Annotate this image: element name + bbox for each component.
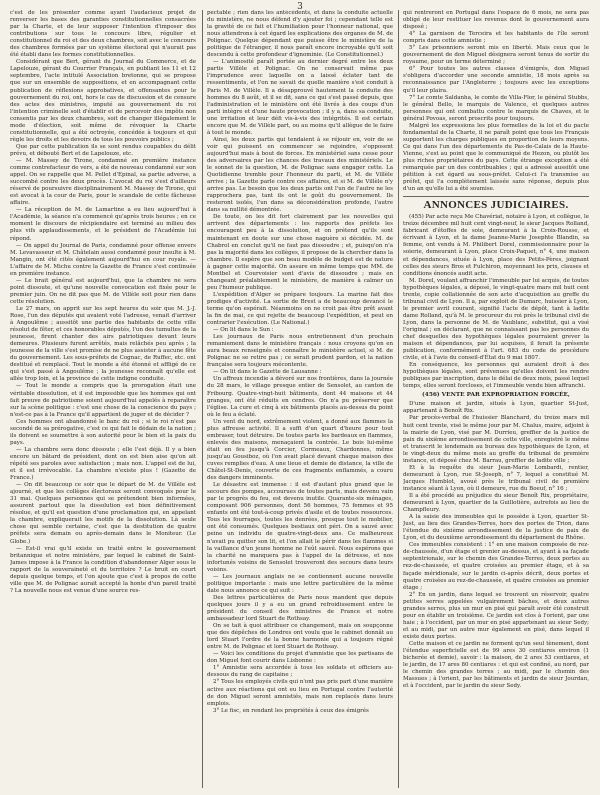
article-paragraph: En conséquence, les personnes qui auraient droit à des hypothèques légales, sont prévenues qu'elles doivent les rendre publiques par inscription, dans le délai de deux mois, passé lequel temps, elles seront forcloses, et l'immeuble vendu bien affranchi.	[403, 362, 589, 390]
article-paragraph: Le désastre est immense : il est d'autant plus grand que le secours des pompes, accourues de toutes parts, mais devenu vain par le progrès du feu, est devenu inutile. Quarante-six ménages, composant 906 personnes, dont 56 hommes, 75 femmes et 95 enfants ont été tout-à-coup privés d'asile et de toutes ressources. Tous les fourrages, toutes les denrées, presque tout le mobilier, ont été consumés. Quelques bestiaux ont péri. On a sauvé avec peine un individu de quatre-vingt-deux ans. Ce malheureux n'avait pu quitter son lit, et l'on allait le périr dans les flammes si la vaillance d'un jeune homme ne l'eût sauvé. Nous espérons que la charité ne manquera pas à l'appel de la détresse, et nos infortunés voisins de Sensolet trouveront des secours dans leurs voisins.	[207, 482, 393, 573]
column-divider	[202, 10, 203, 788]
article-paragraph: — On dit beaucoup ce soir que le départ de M. de Villèle est ajourné, et que les collèges électoraux seront convoqués pour le 31 mai. Quelques personnes qui se prétendent bien informées, assurent partout que la dissolution est bien définitivement résolue, et qu'il est question d'une proclamation qui, en appelant la chambre, expliquerait les motifs de la dissolution. Là seule chose qui semble certaine, c'est que la destitution de quatre préfets sera demain ou après-demain dans le Moniteur. (Le Globe.)	[10, 482, 196, 545]
article-paragraph: — M. Massey de Tirone, condamné en première instance comme contrefacteur de vers, a été de nouveau condamné sur son appel. On se rappelle que M. Pellet d'Epinal, sa partie adverse, a succombé contre les deux procès. L'avocat du roi s'est d'ailleurs réservé de poursuivre disciplinairement M. Massey de Tirone, qui est avocat à la cour de Paris, pour le scandale de cette fâcheuse affaire.	[10, 157, 196, 207]
article-paragraph: Le 27 mars, on apprit sur les sept heures du soir que M. J.-J. Rose, l'un des députés qui avaient voté l'adresse, venait d'arriver à Angoulême ; aussitôt une partie des habitants de cette ville résolut de fêter, et ces honorables députés, l'un des tumultes de la jeunesse, firent chanter des airs patriotiques devant leurs demeures. Plusieurs furent arrêtés, mais relâchés peu après ; la jeunesse de la ville s'est promise de ne plus assister à aucune fête du gouvernement. Les sous-préfets de Cognac, de Ruffec, etc. ont destitué et remplacé. Tout le monde a été étonné et affligé de ce qui s'est passé à Angoulême ; la jeunesse reconnaît qu'elle est allée trop loin, et la province de cette indigne conduite.	[10, 305, 196, 383]
article-paragraph: M. Dorel, voulant affranchir l'immeuble par lui acquis, de toutes hypothèques légales, a déposé, le vingt-quatre mars mil huit cent trente, copie collationnée de son acte d'acquisition au greffe du tribunal civil de Lyon. Il a, par exploit de Dumarc, huissier à Lyon, le premier avril courant, signifié l'acte de dépôt, tant à ladite dame Rolland, qu'à M. le procureur du roi près le tribunal civil de Lyon, dans la personne de M. de Vaublanc, substitut, qui a visé l'original ; en déclarant, que ne connaissant pas les personnes du chef desquelles des hypothèques légales pourraient grever la maison et dépendances, par lui acquises, il ferait la présente publication, conformément à l'art. 683 du code de procédure civile, et à l'avis du conseil-d'État du 9 mai 1807.	[403, 277, 589, 362]
page-number: 3	[297, 2, 303, 12]
article-paragraph: — On appel du Journal de Paris, condamné pour offense envers M. Levavasseur et M. Châtelain aussi condamné pour insulte à M. Mangin, ont été cités également aujourd'hui en cour royale. — L'affaire de M. Michu contre la Gazette de France s'est continuée en première instance.	[10, 242, 196, 277]
article-paragraph: Ces immeubles consistent : 1° en une maison composée de rez-de-chaussée, d'un étage et grenier au-dessus, et ayant à sa façade septentrionale, sur le chemin des Grandes-Terres, deux portes au rez-de-chaussée, et quatre croisées au premier étage, et à sa façade méridionale, sur le jardin ci-après décrit, deux portes et quatre croisées au rez-de-chaussée, et quatre croisées au premier étage ;	[403, 542, 589, 591]
article-paragraph: Il a été procédé au préjudice du sieur Benoît Rix, propriétaire, demeurant à Lyon, quartier de la Guillotière, autrefois au lieu de Champfleury.	[403, 493, 589, 514]
notice-heading: (456) VENTE PAR EXPROPRIATION FORCÉE,	[422, 392, 570, 399]
article-paragraph: L'expédition d'Alger se prépare toujours. La marine fait des prodiges d'activité. La sortie de Brest a de beaucoup devancé le terme qu'on espérait. Néanmoins on ne croit pas être prêt avant la fin de mai, ce qui rejette de beaucoup l'expédition, et peut en contrarier l'exécution. (Le National.)	[207, 291, 393, 327]
article-paragraph: — Voici les conditions du projet d'amnistie que les partisans de don Miguel font courir dans Lisbonne :	[207, 651, 393, 665]
article-paragraph: qui rentreront en Portugal dans l'espace de 6 mois, ne sera pas obligé de leur restituer les revenus dont le gouvernement aura disposé ;	[403, 10, 589, 31]
article-paragraph: — Tout le monde a compris que la prorogation était une véritable dissolution, et il est impossible que les hommes qui ont fait preuve de patriotisme soient aujourd'hui appelés à reparaître sur la scène politique : c'est une chose de la conscience du pays ; n'est-ce pas à la France qu'il appartient de juger et de décider ?	[10, 383, 196, 418]
article-paragraph: Ces hommes ont abandonné le banc du roi ; si le roi n'est pas secondé de sa prérogative, c'est ce qui fait le dédain de la nation ; ils doivent se soumettre à son autorité pour le bien et la paix du pays.	[10, 418, 196, 446]
article-paragraph: Ainsi, les deux partis qui tendaient à se réjouir en, voir de se voir qui puissent en commencer se rejoindre, s'opposent aujourd'hui mais à bout de forces. En ministériel sans cesse pour des adversaires par les chances des travaux des ministériels. Le le sonnet de la question, M. de Polignac sans engager cette. La Quotidienne tremble pour l'honneur du parti, et M. de Villèle arrive ; la Gazette parle contre ces affaires, et si M. de Villèle n'y arrive pas. Le besoin que les deux partis ont l'un de l'autre ne les rapprochera pas, tant ils ont le goût du gouvernement. Ils resteront isolés, l'un dans sa déconsidération profonde, l'autre dans sa nullité démontrée.	[207, 136, 393, 214]
column-middle	[207, 10, 393, 790]
article-paragraph: 2° En un jardin, dans lequel se trouvent un réservoir, quatre petites serres appelées vulgairement bâches, et deux autres grandes serres, plus un mur en pisé qui paraît avoir été construit pour en établir un troisième. Ce jardin est clos à l'orient, par une haie ; à l'occident, par un mur en pisé appartenant au sieur Sedy; et au midi, par un autre mur également en pisé, dans lequel il existe deux portes.	[403, 591, 589, 640]
article-paragraph: — Les journaux anglais ne se contiennent aucune nouvelle politique importante : mais une lettre particulière de la même date nous annonce ce qui suit :	[207, 573, 393, 594]
article-paragraph: De toute, on les dit fort clairement par les nouvelles qui arrivent des départements : les rapports des préfets les encouragent peu à la dissolution, et on prétend qu'ils sont maintenant en doute sur une chose naguère si décidée. M. de Chabrol en conclut qu'il ne faut pas dissoudre ; et, puisqu'on n'a pas la majorité dans les collèges, il propose de la chercher dans la chambre. Il espère que son beau modèle de budget est de nature à gagner cette majorité. On assure en même temps que MM. de Montbel et Courvoisier sont d'avis de dissoudre ; mais en changeant préalablement le ministère, de manière à calmer un peu l'humeur publique.	[207, 214, 393, 291]
article-paragraph: Malgré les expressions les plus formelles de la loi et du pacte fondamental de la Charte, il ne paraît point que tous les Français supportent les charges publiques en proportion de leurs moyens. Ce qui dans l'un des départements du Pas-de-Calais de la Haute-Vienne, s'est au point que le communiqué de Hezon, ou plutôt les plus riches propriétaires du pays. Cette étrange exception a été remarquée par un des contribuables ; qui a adressé aussitôt une pétition à cet égard au sous-préfet. Celui-ci l'a transmise au préfet, qui l'a complètement laissée sans réponse, depuis plus d'un an qu'elle lui a été soumise.	[403, 122, 589, 193]
article-paragraph: Considérant que Bert, gérant du Journal du Commerce, et de Lapelouze, gérant du Courrier Français, en publiant les 11 et 12 septembre, l'acte intitulé Association bretonne, qui se propose que sur un ensemble de suppositions, et en accompagnant cette publication de réflexions approbatives, et offensantes pour le gouvernement du roi, ont, hors le cas de discussion et de censure des actes des ministres, imputé au gouvernement du roi l'intention criminelle soit d'établir et de percevoir des impôts non consentis par les deux chambres, soit de changer illégalement le mode d'élection, soit même de révoquer la Charte constitutionnelle, qui a été octroyée, concédée à toujours et qui règle les droits et les devoirs de tous les pouvoirs publics ;	[10, 59, 196, 143]
article-paragraph: — L'animosité paraît portée au dernier degré entre les deux partis Villèle et Polignac. On ne conservait même pas l'imprudence avec laquelle on a laissé éclater tant de ressentiments, et l'on ne savait de quelle manière s'est conduit à Paris M. de Villèle. Il a désapprouvé hautement la conduite des hommes du 8 août, et il se dit, sans ce qui s'est passé depuis, que l'administration et le ministère ont été livrés à des coups d'un parti intègre et d'une haute provocation ; il y a, dans sa conduite, une irritation et leur défi vis-à-vis des intégrités. Il est certain encore que M. de Villèle part, ou au moins qu'il allègue de le faire à tout le monde.	[207, 59, 393, 136]
article-paragraph: Un affreux incendie a dévoré sur nos frontières, dans la journée du 28 mars, le village presque entier de Sensolet, au canton de Fribourg. Quatre-vingt-huit bâtiments, dont 44 maisons et 44 granges, ont été réduits en cendres. On n'a pu préserver que l'église. La cure et cinq à six bâtiments placés au-dessus du point où le feu a éclaté.	[207, 376, 393, 418]
article-paragraph: — La réception de M. de Lamartine a eu lieu aujourd'hui à l'Académie, la séance n'a commencé qu'après trois heures ; en ce moment le discours de récipiendaire est terminé au milieu des plus vifs applaudissements, et le président de l'Académie lui répond.	[10, 207, 196, 242]
article-paragraph: — On lit dans le Gazette de Lausanne :	[213, 369, 322, 376]
article-paragraph: 3° Le fisc, en rendant les propriétés à ceux des émigrés	[213, 707, 369, 714]
article-paragraph: 5° Les prisonniers seront mis en liberté. Mais ceux que le gouvernement de don Miguel désignera seront tenus de sortir du royaume, pour un terme déterminé ;	[403, 45, 589, 66]
article-paragraph: Et à la requête du sieur Jean-Marie Lombardi, rentier, demeurant à Lyon, rue St-Joseph, n° 7, lequel a constitué M. Jacques Humblot, avoué près le tribunal civil de première instance séant à Lyon, où il demeure, rue du Boeuf, n° 16 ;	[403, 464, 589, 492]
article-paragraph: — La chambre sera donc dissoute ; elle l'est déjà. Il y a bien encore un bâtard de président, dont on est bien aise qu'on ait répété ses paroles avec satisfaction ; mais non. L'appel est de lui, et il est irrévocable. La chambre n'existe plus ! (Gazette de France.)	[10, 446, 196, 482]
article-paragraph: — On lit dans le Sun :	[213, 327, 274, 334]
article-paragraph: Un vent du nord, extrêmement violent, a donné aux flammes la plus affreuse activité. Il a suffi d'un quart d'heure pour tout embraser, tout détruire. De toutes parts les bardeaux en flammes, enlevés des maisons, menaçaient la contrée. Le bois lui-même était en feu jusqu'à Corcier, Cormeaux, Chardonnes, même jusqu'au Gousiboz, où l'on avait placé devant chaque maison des cuves remplies d'eau. A une lieue et demie de distance, la ville de Châtel-St-Denis, couverte de ces fragments enflammés, a couru des dangers imminents.	[207, 418, 393, 482]
article-paragraph: Des lettres particulières de Paris nous mandent que depuis quelques jours il y a eu un grand refroidissement entre le président du conseil des ministres de France et notre ambassadeur lord Stuart de Rothsay.	[207, 594, 393, 623]
article-paragraph: — Le brait général est aujourd'hui, que la chambre ne sera point dissoute, et qu'une nouvelle convocation est fixée pour le premier juin. On ne dit pas que M. de Villèle soit pour rien dans cette résolution.	[10, 277, 196, 305]
article-paragraph: Cette maison et ce jardin ne forment qu'un seul tènement, dont l'étendue superficielle est de 99 ares 30 centiares environ (1 bicherée et demie), savoir : la maison, de 2 ares 53 centiares, et le jardin, de 17 ares 80 centiares : et qui est confiné, au nord, par le chemin des grandes terres ; au midi, par le chemin des Massues ; à l'orient, par les bâtiments et jardin de sieur Jourdan, et à l'occident, par le jardin du sieur Sedy.	[403, 640, 589, 690]
article-paragraph: 4° La garnison de Terceira et les habitants de l'île seront compris dans cette amnistie ;	[403, 31, 589, 45]
article-paragraph: Les journaux de Paris nous entretiennent d'un prochain remaniement dans le ministère français : nous croyons qu'on en aura beaux renseignés et connaître le ministère actuel, si M. de Polignac ne se retire pas ; ce serait prudent pardon, et la nation française sera toujours mécontente.	[207, 334, 393, 369]
article-paragraph: A la saisie des immeubles qui le possède à Lyon, quartier St-Just, au lieu des Grandes-Terres, hors des portes de Trion, dans l'étendue du sixième arrondissement de la justice de paix de Lyon, et du deuxième arrondissement du département du Rhône.	[403, 514, 589, 542]
article-paragraph: 6° Pour toutes les autres classes d'émigrés, don Miguel s'obligera d'accorder une seconde amnistie, 18 mois après sa reconnaissance par l'Angleterre ; toujours avec les exceptions qu'il leur plaira.	[403, 66, 589, 94]
article-paragraph: Par procès-verbal de l'huissier Blanchard, du treize mars mil huit cent trente, visé le même jour par M. Chalus, maire, adjoint à la mairie de Lyon, visé par M. Durrieu, greffier de la justice de paix du sixième arrondissement de cette ville, enregistré le même et transcrit le lendemain au bureau des hypothèques de Lyon, et le vingt-deux du même mois au greffe du tribunal de première instance, et déposé chez M. Barrau, greffier de ladite ville ;	[403, 415, 589, 464]
article-paragraph: On se tait à quoi attribuer ce changement, mais on soupçonne que des dépêches de Londres ont voulu que le cabinet donnât au lord Stuart l'ordre de la bonne harmonie qui a toujours régné entre M. de Polignac et lord Stuart de Rothsay.	[207, 623, 393, 651]
article-paragraph: (455) Par acte reçu Me Chavériat, notaire à Lyon, et collègue, le treize décembre mil huit cent vingt-neuf, le sieur Jacques Rolland, fabricant d'étoffes de soie, demeurant à la Croix-Rousse, et écrivant à Lyon, et la dame Jeanne-Marie Josephte Blandin, sa femme, ont vendu à M. Philibert Dorel, commissionnaire pour la soierie, demeurant à Lyon, place Croix-Paquet, n° 4, une maison et dépendances, située à Lyon, place des Petits-Pères, joignant celles des sieurs Bros et Fulchiron, moyennant les prix, clauses et conditions énoncés audit acte.	[403, 214, 589, 277]
article-paragraph: — Est-il vrai qu'il existe un traité entre le gouvernement britannique et notre ministère, par lequel le cabinet de Saint-James impose à la France la condition d'abandonner Alger sous le rapport de la souveraineté et du territoire ? Le bruit en court depuis quelque temps, et l'on ajoute que c'est à propos de cette ville que M. de Polignac aurait accepté la honte d'un pareil traité ? La nouvelle nous est venue d'une source res-	[10, 545, 196, 594]
article-paragraph: D'une maison et jardin, situés à Lyon, quartier St-Just, appartenant à Benoît Rix.	[403, 401, 589, 415]
article-paragraph: Que par cette publication ils se sont rendus coupables du délit prévu, et débouté Bert et de Lapelouze, etc.	[10, 143, 196, 157]
article-paragraph: c'est de les présenter comme ayant l'audacieux projet de renverser les bases des garanties constitutionnelles consacrées par la Charte, et de leur supposer l'intention d'imposer des contributions sur tous le concours libre, régulier et constitutionnel du roi et des deux chambres, soit avec le concours des chambres formées par un système électoral qui n'aurait pas été établi dans les formes constitutionnelles.	[10, 10, 196, 59]
column-divider	[398, 10, 399, 788]
article-paragraph: 2° Tous les employés civils qui n'ont pas pris part d'une manière active aux réactions qui ont eu lieu en Portugal contre l'autorité de don Miguel seront amnistiés, mais non replacés dans leurs emplois.	[207, 679, 393, 707]
article-paragraph: 7° Le comte Saldanha, le comte de Villa-Flor, le général Stubbs, le général Bello, le marquis de Valence, et quelques autres personnes qui ont combattu contre le marquis de Chaves, et le général Povoas, seront proscrits pour toujours.	[403, 94, 589, 122]
article-paragraph: 1° Amnistie sera accordée à tous les soldats et officiers au-dessous du rang de capitaine ;	[207, 665, 393, 679]
column-left	[10, 10, 196, 790]
section-title: ANNONCES JUDICIAIRES.	[403, 196, 589, 212]
article-paragraph: pectable ; rien dans les antécédents, et dans la conduite actuelle du ministère, ne nous défend d'y ajouter foi ; cependant telle est la gravité de ce fait et l'humiliation pour l'honneur national, que nous attendrons à cet égard les explications des organes de M. de Polignac. Quelque dépendant que puisse être le ministère de la politique de l'étranger, il nous paraît encore incroyable qu'il soit descendu à cette profondeur d'ignominie. (Le Constitutionnel.)	[207, 10, 393, 59]
column-right	[403, 10, 589, 790]
